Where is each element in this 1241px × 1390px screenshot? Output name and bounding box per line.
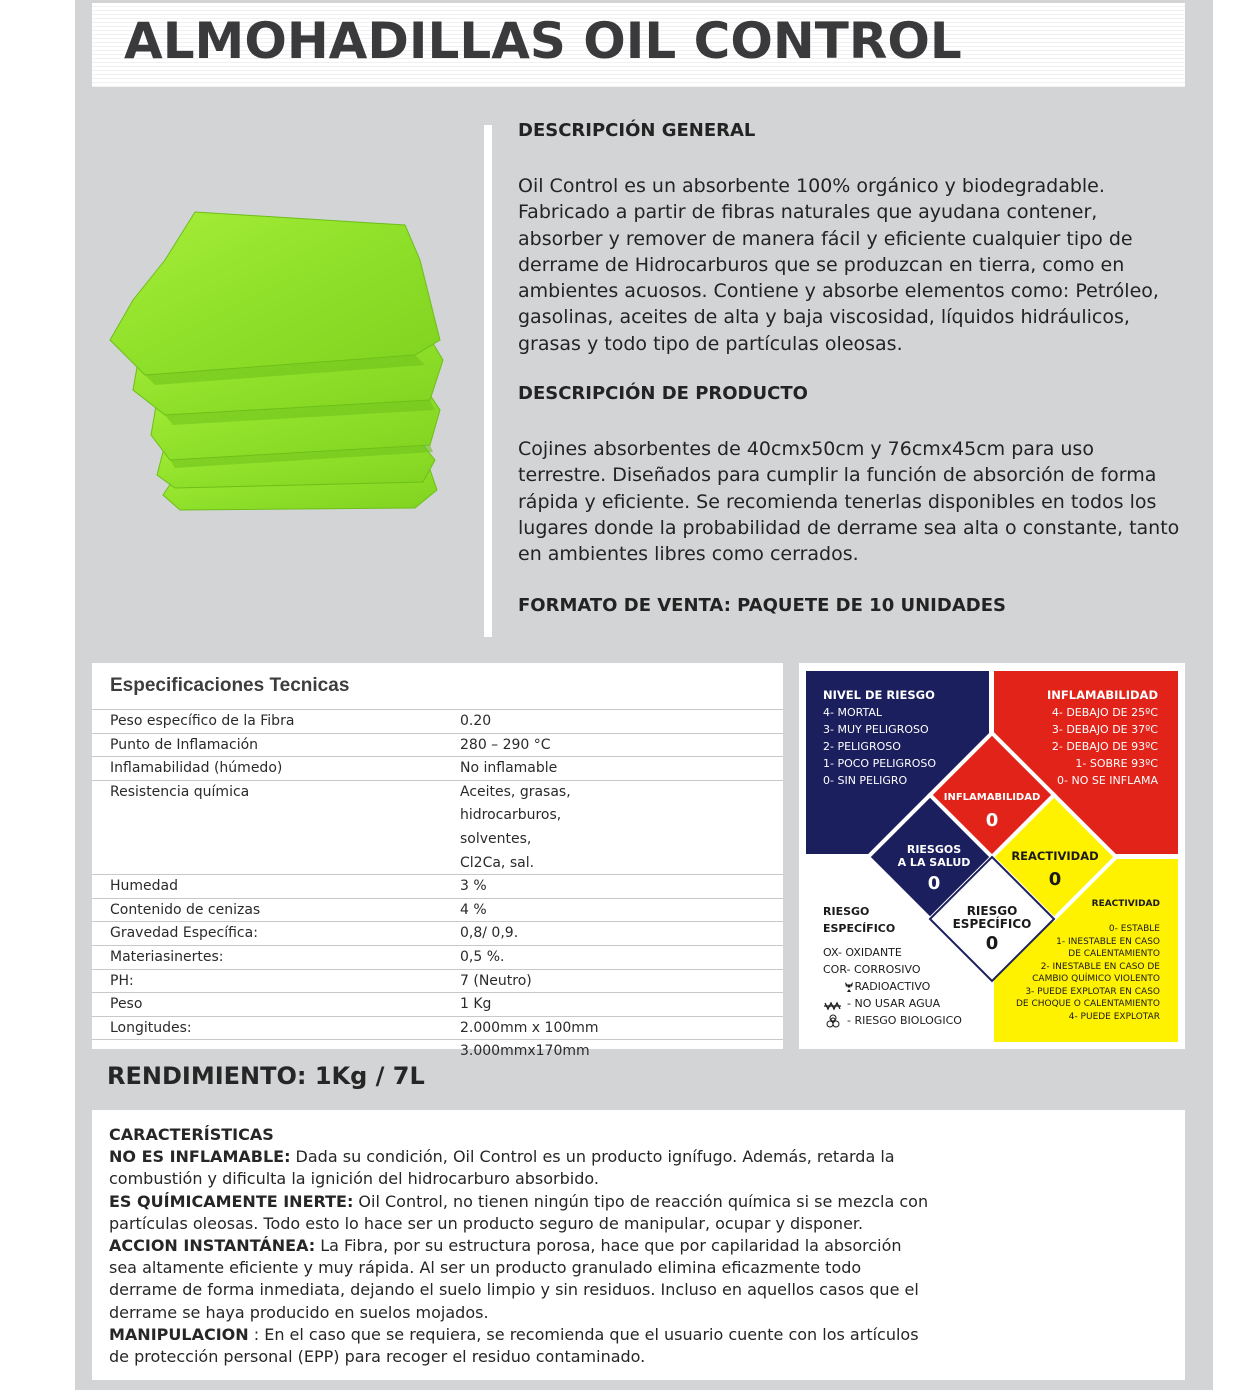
- table-row: [92, 992, 783, 1016]
- spec-value: No inflamable: [460, 760, 558, 777]
- specific-item: COR- CORROSIVO: [823, 963, 921, 976]
- spec-value: 4 %: [460, 901, 487, 918]
- spec-key: Inflamabilidad (húmedo): [110, 760, 283, 777]
- table-row: [92, 780, 783, 804]
- flammability-item: 1- SOBRE 93ºC: [1075, 757, 1158, 770]
- diamond-flammability-label: INFLAMABILIDAD: [943, 792, 1041, 803]
- health-title: NIVEL DE RIESGO: [823, 688, 935, 702]
- product-image: [85, 190, 480, 565]
- reactivity-item: 3- PUEDE EXPLOTAR EN CASO: [1025, 987, 1160, 997]
- features-text: [109, 1124, 929, 1368]
- table-row: [92, 969, 783, 993]
- reactivity-item: 1- INESTABLE EN CASO: [1056, 937, 1160, 947]
- table-row: [92, 1016, 783, 1040]
- features-box: [92, 1110, 1185, 1380]
- flammability-item: 0- NO SE INFLAMA: [1057, 774, 1158, 787]
- health-item: 0- SIN PELIGRO: [823, 774, 908, 787]
- spec-value: 2.000mm x 100mm: [460, 1019, 599, 1036]
- feature-item: [109, 1146, 929, 1190]
- specific-item: OX- OXIDANTE: [823, 946, 902, 959]
- feature-item: [109, 1324, 929, 1368]
- spec-key: Materiasinertes:: [110, 948, 224, 965]
- spec-key: Peso: [110, 996, 143, 1013]
- reactivity-item: CAMBIO QUÍMICO VIOLENTO: [1032, 974, 1160, 984]
- specific-item: - NO USAR AGUA: [847, 997, 941, 1010]
- spec-value: 7 (Neutro): [460, 972, 532, 989]
- spec-value: 0,5 %.: [460, 948, 505, 965]
- diamond-reactivity-value: 0: [1048, 869, 1062, 890]
- specs-table: [92, 663, 783, 1060]
- table-row: [92, 803, 783, 827]
- spec-value: 1 Kg: [460, 996, 492, 1013]
- table-row: [92, 827, 783, 851]
- feature-label: ES QUÍMICAMENTE INERTE:: [109, 1191, 354, 1211]
- features-heading: CARACTERÍSTICAS: [109, 1125, 274, 1144]
- feature-text: Dada su condición, Oil Control es un producto ignífugo. Además, retarda la combustión y dificulta la ignición del hidrocarburo absorbido.: [109, 1147, 895, 1189]
- diamond-reactivity-label: REACTIVIDAD: [1011, 849, 1099, 863]
- health-item: 2- PELIGROSO: [823, 740, 901, 753]
- specs-title: Especificaciones Tecnicas: [110, 675, 350, 696]
- reactivity-item: DE CALENTAMIENTO: [1068, 949, 1160, 959]
- product-description-text: Cojines absorbentes de 40cmx50cm y 76cmx45cm para uso terrestre. Diseñados para cumplir la función de absorción de forma rápida y eficiente. Se recomienda tenerlas disponibles en todos los lugares donde la probabilidad de derrame sea alta o constante, tanto en ambientes libres como cerrados.: [518, 438, 1180, 566]
- column-divider: [484, 125, 492, 637]
- table-row: [92, 709, 783, 733]
- diamond-flammability-value: 0: [985, 810, 999, 831]
- reactivity-item: DE CHOQUE O CALENTAMIENTO: [1015, 999, 1160, 1009]
- nfpa-diamond-graphic: [799, 663, 1185, 1049]
- health-item: 4- MORTAL: [823, 706, 882, 719]
- product-description-heading: DESCRIPCIÓN DE PRODUCTO: [518, 383, 808, 404]
- spec-value: solventes,: [460, 830, 532, 847]
- feature-label: NO ES INFLAMABLE:: [109, 1147, 291, 1167]
- feature-label: MANIPULACION: [109, 1324, 249, 1344]
- flammability-title: INFLAMABILIDAD: [1047, 688, 1158, 702]
- specific-item: - RADIOACTIVO: [847, 980, 931, 993]
- spec-value: 0,8/ 0,9.: [460, 925, 519, 942]
- table-row: [92, 1039, 783, 1063]
- spec-value: 3.000mmx170mm: [460, 1043, 590, 1060]
- feature-item: [109, 1235, 929, 1324]
- specific-item: - RIESGO BIOLOGICO: [847, 1014, 962, 1027]
- spec-key: Contenido de cenizas: [110, 901, 261, 918]
- spec-key: Gravedad Específica:: [110, 925, 258, 942]
- reactivity-item: 0- ESTABLE: [1108, 924, 1160, 934]
- spec-value: 280 – 290 °C: [460, 736, 551, 753]
- specific-title-2: ESPECÍFICO: [823, 922, 896, 935]
- diamond-health-value: 0: [927, 873, 941, 894]
- table-row: [92, 756, 783, 780]
- feature-text: Oil Control, no tienen ningún tipo de reacción química si se mezcla con partículas oleosas. Todo esto lo hace ser un producto seguro de manipular, ocupar y disponer.: [109, 1191, 929, 1233]
- specific-title-1: RIESGO: [823, 905, 870, 918]
- table-row: [92, 733, 783, 757]
- diamond-specific-value: 0: [985, 933, 999, 954]
- reactivity-item: 4- PUEDE EXPLOTAR: [1068, 1012, 1160, 1022]
- general-description-text: Oil Control es un absorbente 100% orgánico y biodegradable. Fabricado a partir de fibras naturales que ayudana contener, absorber y remover de manera fácil y eficiente cualquier tipo de derrame de Hidrocarburos que se produzcan en tierra, como en ambientes acuosos. Contiene y absorbe elementos como: Petróleo, gasolinas, aceites de alta y baja viscosidad, líquidos hidráulicos, grasas y todo tipo de partículas oleosas.: [518, 175, 1159, 355]
- flammability-item: 2- DEBAJO DE 93ºC: [1051, 740, 1158, 753]
- spec-value: hidrocarburos,: [460, 807, 562, 824]
- feature-item: [109, 1191, 929, 1235]
- table-row: [92, 921, 783, 945]
- flammability-item: 3- DEBAJO DE 37ºC: [1051, 723, 1158, 736]
- flammability-item: 4- DEBAJO DE 25ºC: [1051, 706, 1158, 719]
- diamond-specific-label-2: ESPECÍFICO: [952, 917, 1032, 931]
- reactivity-title: REACTIVIDAD: [1091, 899, 1160, 909]
- table-row: [92, 851, 783, 875]
- table-row: [92, 945, 783, 969]
- sales-format: FORMATO DE VENTA: PAQUETE DE 10 UNIDADES: [518, 595, 1006, 616]
- page-title: ALMOHADILLAS OIL CONTROL: [124, 12, 962, 70]
- spec-key: Punto de Inflamación: [110, 736, 259, 753]
- spec-key: Peso específico de la Fibra: [110, 713, 295, 729]
- table-row: [92, 874, 783, 898]
- diamond-health-label-2: A LA SALUD: [897, 856, 971, 869]
- feature-label: ACCION INSTANTÁNEA:: [109, 1236, 316, 1256]
- table-row: [92, 898, 783, 922]
- spec-value: Cl2Ca, sal.: [460, 854, 535, 871]
- health-item: 3- MUY PELIGROSO: [823, 723, 929, 736]
- nfpa-panel: [799, 663, 1185, 1049]
- general-description-heading: DESCRIPCIÓN GENERAL: [518, 120, 756, 141]
- spec-key: Resistencia química: [110, 783, 250, 800]
- specs-rows: [92, 709, 783, 1063]
- spec-value: 3 %: [460, 878, 487, 895]
- diamond-health-label-1: RIESGOS: [906, 843, 962, 856]
- diamond-specific-label-1: RIESGO: [966, 904, 1018, 918]
- spec-key: Humedad: [110, 878, 179, 895]
- spec-key: PH:: [110, 972, 134, 989]
- spec-value: Aceites, grasas,: [460, 783, 571, 800]
- health-item: 1- POCO PELIGROSO: [823, 757, 937, 770]
- reactivity-item: 2- INESTABLE EN CASO DE: [1040, 962, 1160, 972]
- pad-1: [110, 212, 440, 375]
- feature-text: La Fibra, por su estructura porosa, hace que por capilaridad la absorción sea altamente eficiente y muy rápida. Al ser un producto granulado elimina eficazmente todo derrame de forma inmediata, dejando el suelo limpio y sin residuos. Incluso en aquellos casos que el derrame se haya producido en suelos mojados.: [109, 1236, 919, 1322]
- feature-text: : En el caso que se requiera, se recomienda que el usuario cuente con los artículos de protección personal (EPP) para recoger el residuo contaminado.: [109, 1324, 919, 1367]
- yield-heading: RENDIMIENTO: 1Kg / 7L: [107, 1062, 425, 1090]
- spec-value: 0.20: [460, 713, 492, 729]
- spec-key: Longitudes:: [110, 1019, 192, 1036]
